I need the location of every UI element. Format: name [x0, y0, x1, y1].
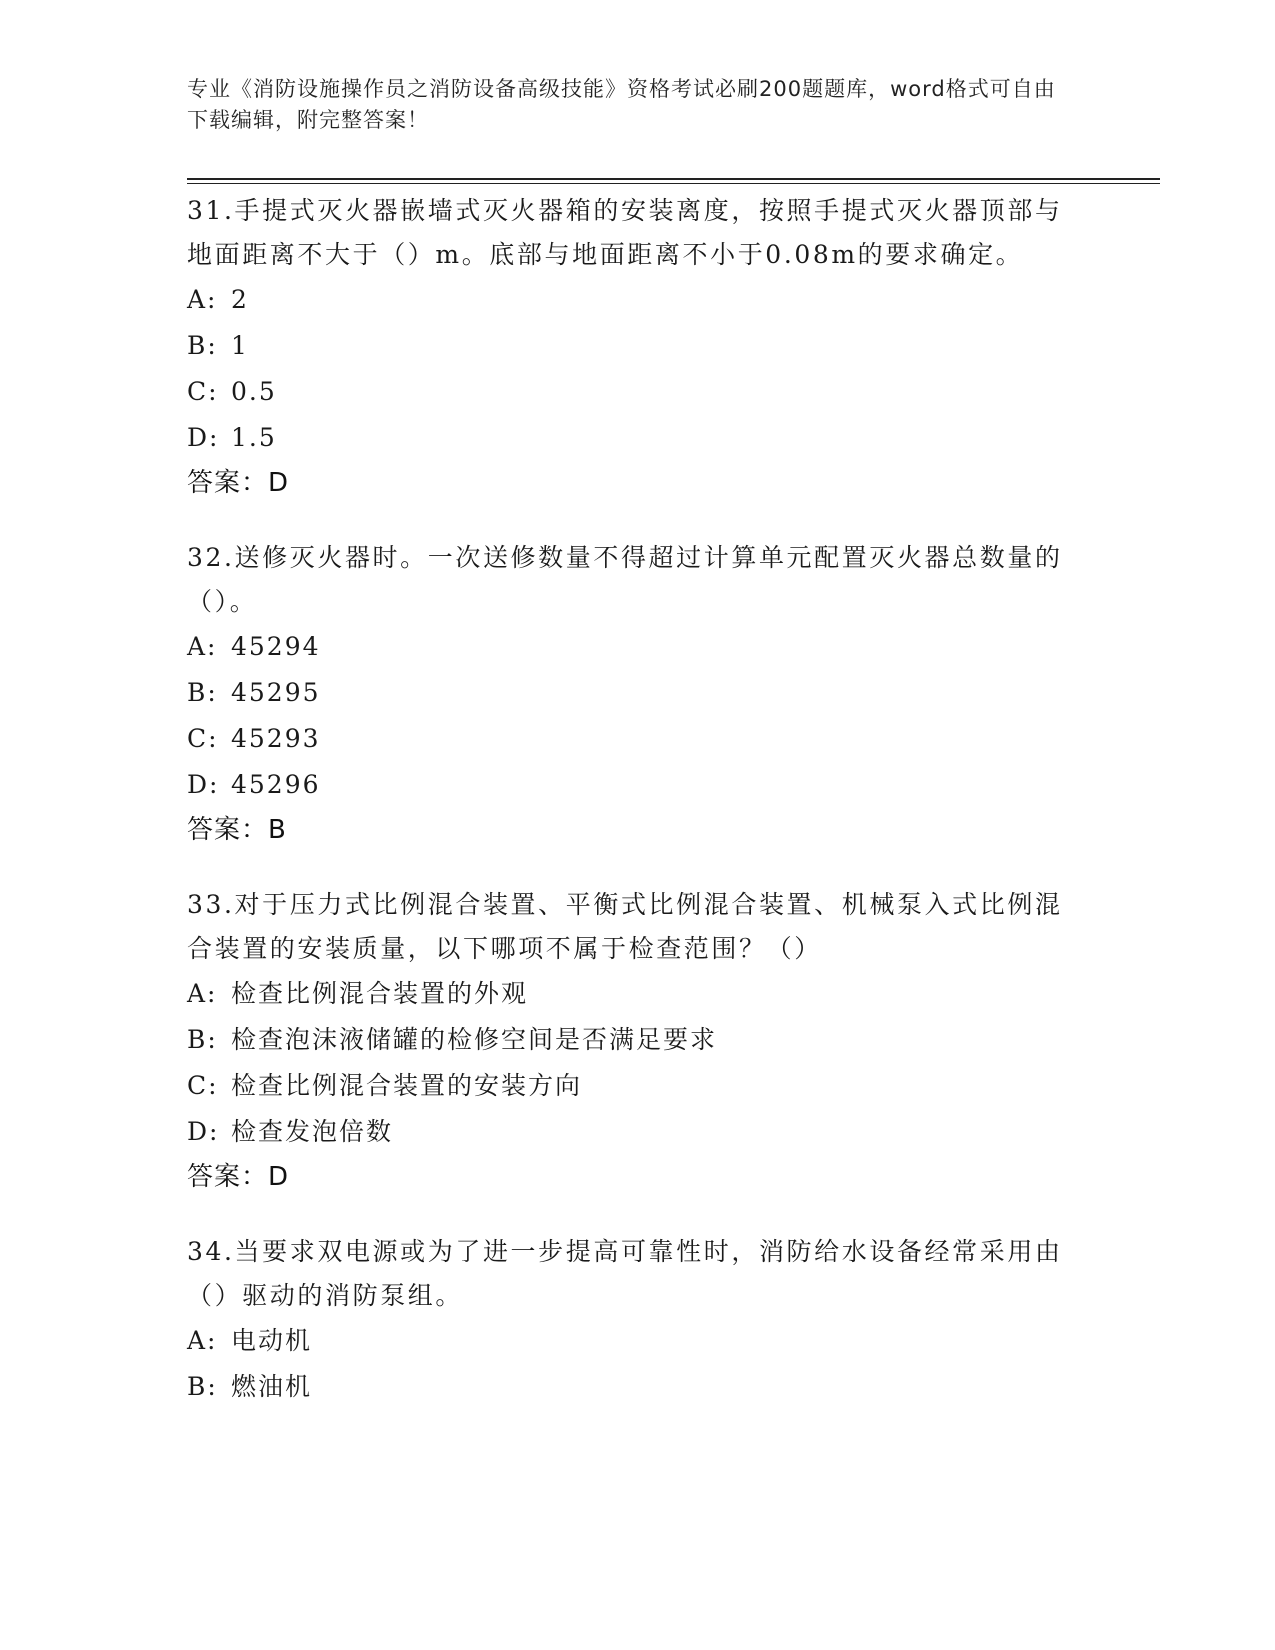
header-divider-thick	[187, 178, 1160, 180]
question-stem: 33.对于压力式比例混合装置、平衡式比例混合装置、机械泵入式比例混合装置的安装质量，以下哪项不属于检查范围？（）	[187, 890, 1063, 963]
option-b	[187, 1017, 1087, 1063]
option-letter: A:	[187, 979, 218, 1008]
option-text: 1	[231, 331, 249, 360]
option-letter: A:	[187, 285, 218, 314]
option-letter: A:	[187, 1326, 218, 1355]
option-text: 0.5	[231, 377, 277, 406]
answer-line: 答案：B	[187, 815, 287, 845]
option-letter: C:	[187, 1071, 219, 1100]
answer-line: 答案：D	[187, 1162, 290, 1192]
option-d	[187, 1109, 1087, 1155]
option-text: 45295	[231, 678, 321, 707]
option-text: 电动机	[231, 1326, 313, 1355]
option-b	[187, 323, 1087, 369]
option-d	[187, 415, 1087, 461]
option-c	[187, 1063, 1087, 1109]
question-32	[187, 536, 1087, 852]
option-letter: B:	[187, 1025, 218, 1054]
option-b	[187, 670, 1087, 716]
option-text: 燃油机	[231, 1372, 313, 1401]
question-stem: 32.送修灭火器时。一次送修数量不得超过计算单元配置灭火器总数量的（）。	[187, 543, 1063, 616]
answer-line: 答案：D	[187, 468, 290, 498]
document-header	[187, 74, 1067, 136]
option-letter: C:	[187, 377, 219, 406]
option-a	[187, 1318, 1087, 1364]
option-text: 检查发泡倍数	[231, 1117, 394, 1146]
option-text: 2	[231, 285, 249, 314]
option-text: 1.5	[231, 423, 277, 452]
question-31	[187, 189, 1087, 505]
option-text: 检查泡沫液储罐的检修空间是否满足要求	[231, 1025, 718, 1054]
option-a	[187, 624, 1087, 670]
option-letter: B:	[187, 1372, 218, 1401]
option-c	[187, 716, 1087, 762]
option-letter: D:	[187, 423, 220, 452]
option-letter: D:	[187, 770, 220, 799]
question-stem: 34.当要求双电源或为了进一步提高可靠性时，消防给水设备经常采用由（）驱动的消防泵组。	[187, 1237, 1063, 1310]
option-a	[187, 277, 1087, 323]
option-text: 45293	[231, 724, 321, 753]
option-text: 45294	[231, 632, 321, 661]
question-stem: 31.手提式灭火器嵌墙式灭火器箱的安装离度，按照手提式灭火器顶部与地面距离不大于（）m。底部与地面距离不小于0.08m的要求确定。	[187, 196, 1063, 269]
option-letter: B:	[187, 678, 218, 707]
option-text: 检查比例混合装置的外观	[231, 979, 529, 1008]
option-letter: C:	[187, 724, 219, 753]
question-33	[187, 883, 1087, 1199]
option-text: 检查比例混合装置的安装方向	[231, 1071, 583, 1100]
option-text: 45296	[231, 770, 321, 799]
option-b	[187, 1364, 1087, 1410]
header-divider-thin	[187, 183, 1160, 184]
option-d	[187, 762, 1087, 808]
option-letter: B:	[187, 331, 218, 360]
option-letter: A:	[187, 632, 218, 661]
header-text: 专业《消防设施操作员之消防设备高级技能》资格考试必刷200题题库，word格式可自由下载编辑，附完整答案！	[187, 77, 1056, 132]
option-a	[187, 971, 1087, 1017]
question-34	[187, 1230, 1087, 1410]
option-letter: D:	[187, 1117, 220, 1146]
question-list	[187, 187, 1087, 1441]
option-c	[187, 369, 1087, 415]
